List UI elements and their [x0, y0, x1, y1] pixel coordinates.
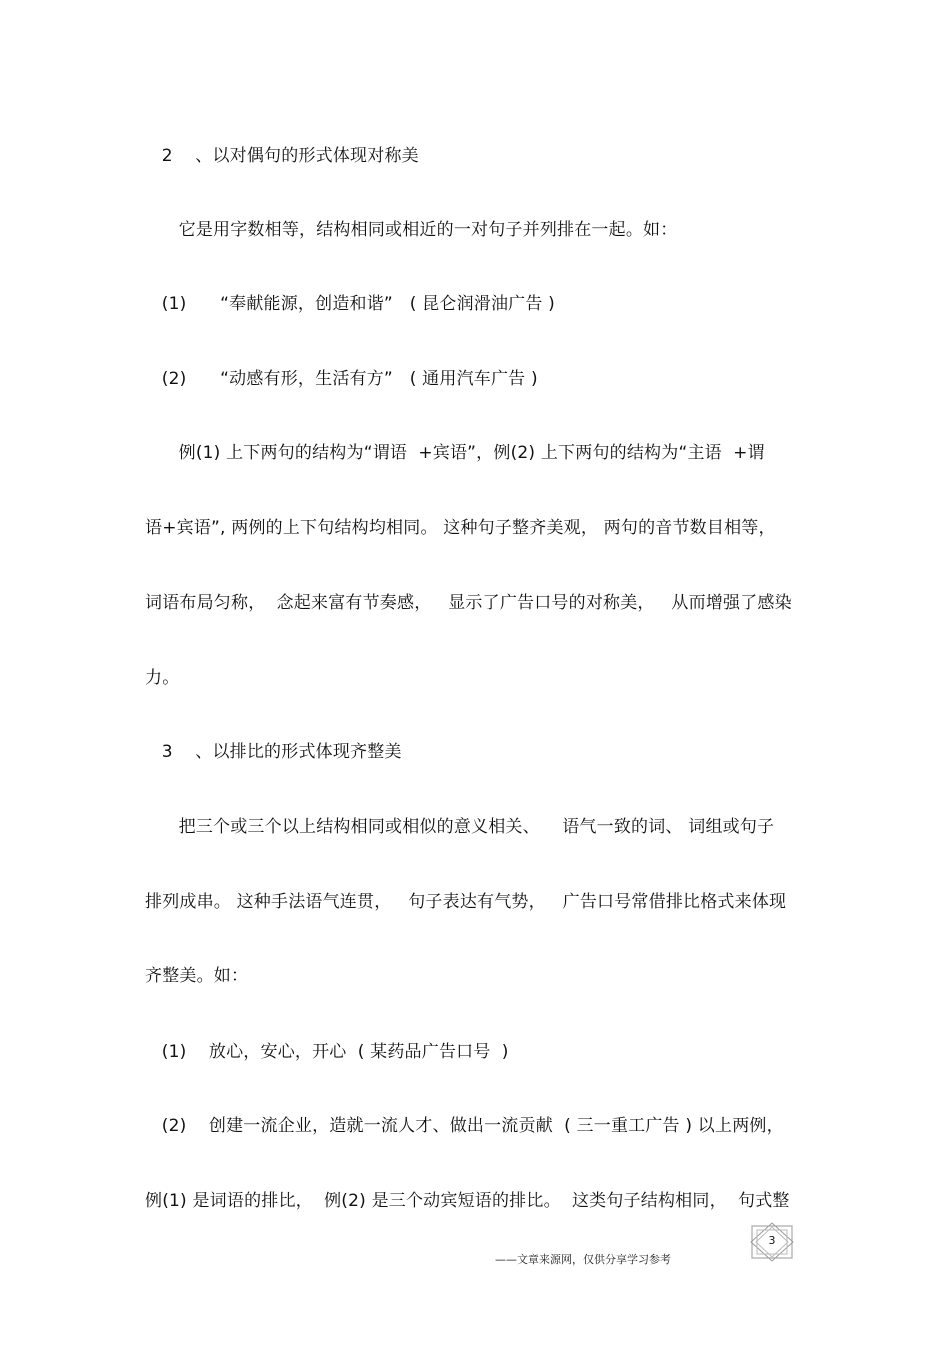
example-item-1: (1) 放心，安心，开心 ( 某药品广告口号 ): [145, 1042, 509, 1062]
paragraph-line: 词语布局匀称， 念起来富有节奏感， 显示了广告口号的对称美， 从而增强了感染: [145, 593, 792, 613]
section-heading-3: 3 、以排比的形式体现齐整美: [145, 742, 402, 762]
paragraph-line: 排列成串。 这种手法语气连贯， 句子表达有气势， 广告口号常借排比格式来体现: [145, 892, 787, 912]
example-item-1: (1) “奉献能源，创造和谐” ( 昆仑润滑油广告 ): [145, 294, 556, 314]
example-item-2: (2) “动感有形，生活有方” ( 通用汽车广告 ): [145, 369, 538, 389]
page-number-badge: [748, 1222, 796, 1262]
paragraph-line: 把三个或三个以上结构相同或相似的意义相关、 语气一致的词、 词组或句子: [145, 817, 775, 837]
section-heading-2: 2 、以对偶句的形式体现对称美: [145, 146, 419, 166]
footer-source-note: ——文章来源网，仅供分享学习参考: [495, 1253, 671, 1266]
paragraph-line: 齐整美。如：: [145, 966, 249, 986]
page-number: 3: [768, 1234, 776, 1247]
paragraph-line: 例(1) 上下两句的结构为“谓语 +宾语”，例(2) 上下两句的结构为“主语 +谓: [145, 443, 765, 463]
paragraph-line: 力。: [145, 668, 180, 688]
example-item-2: (2) 创建一流企业，造就一流人才、做出一流贡献 ( 三一重工广告 ) 以上两例，: [145, 1116, 784, 1136]
paragraph-line: 语+宾语”, 两例的上下句结构均相同。 这种句子整齐美观， 两句的音节数目相等，: [145, 518, 776, 538]
paragraph-line: 它是用字数相等，结构相同或相近的一对句子并列排在一起。如：: [145, 220, 678, 240]
paragraph-line: 例(1) 是词语的排比， 例(2) 是三个动宾短语的排比。 这类句子结构相同， 句式整: [145, 1191, 790, 1211]
